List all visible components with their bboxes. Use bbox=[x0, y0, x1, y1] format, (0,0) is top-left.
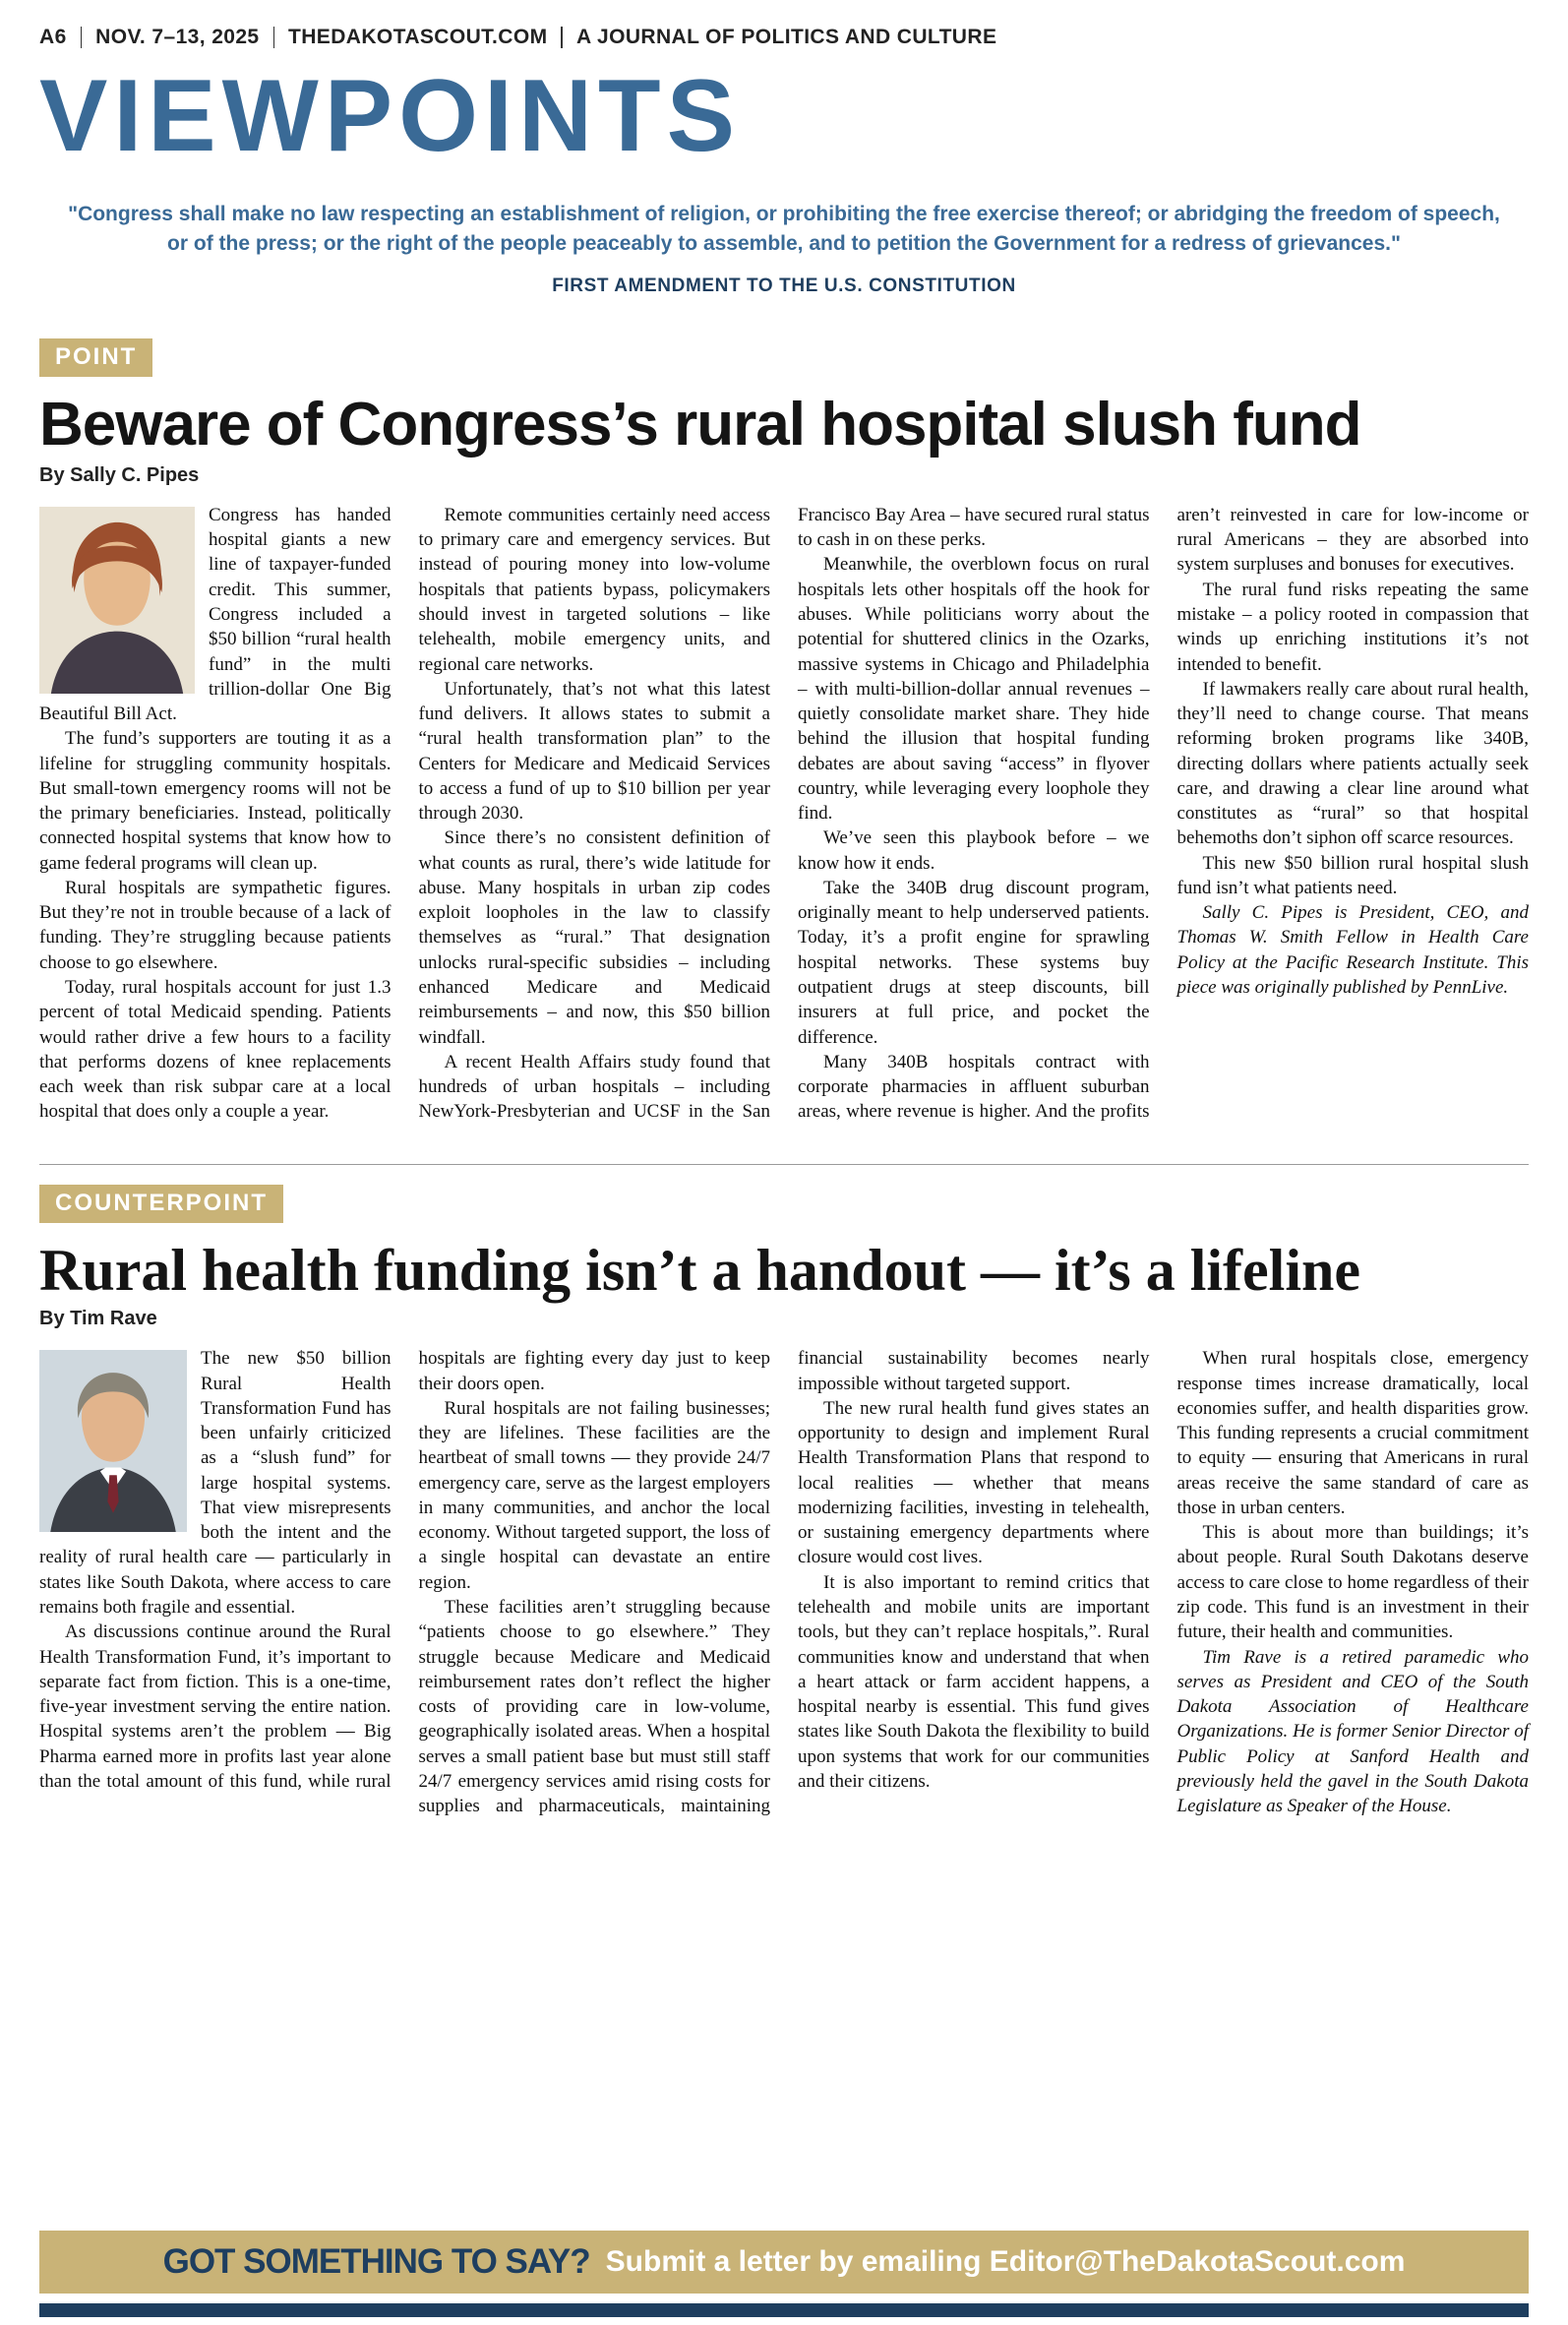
section-title: VIEWPOINTS bbox=[39, 59, 741, 173]
author-photo-tim-rave bbox=[39, 1350, 187, 1532]
divider bbox=[81, 27, 83, 48]
divider bbox=[561, 27, 563, 48]
issue-date: NOV. 7–13, 2025 bbox=[95, 26, 260, 48]
article-paragraph: Many 340B hospitals contract with corporate pharmacies in affluent suburban areas, where revenue is higher. And the profits aren’t reinvested in care for low-income or rural Americans – they are absorbed into system surpluses and bonuses for executives. bbox=[798, 504, 1529, 1123]
article-paragraph: We’ve seen this playbook before – we know how it ends. bbox=[798, 827, 1150, 874]
website-url: THEDAKOTASCOUT.COM bbox=[288, 26, 548, 48]
article-paragraph: If lawmakers really care about rural health, they’ll need to change course. That means reforming broken programs like 340B, directing dollars where patients actually seek care, and drawing a clear line around what constitutes as “rural” so that hospital behemoths don’t siphon off scarce resources. bbox=[1176, 678, 1529, 849]
article-paragraph: Since there’s no consistent definition of what counts as rural, there’s wide latitude for abuse. Many hospitals in urban zip codes exploit loopholes in the law to classify themselves as “rural.” That designation unlocks rural-specific subsidies – including enhanced Medicare and Medicaid reimbursements – and now, this $50 billion windfall. bbox=[418, 827, 770, 1048]
article-paragraph: The new rural health fund gives states an opportunity to design and implement Rural Health Transformation Plans that respond to local realities — whether that means modernizing facilities, investing in telehealth, or sustaining emergency departments where closure would cost lives. bbox=[798, 1397, 1150, 1568]
counterpoint-author-bio: Tim Rave is a retired paramedic who serves as President and CEO of the South Dakota Association of Healthcare Organizations. He is former Senior Director of Public Policy at Sanford Health and previously held the gavel in the South Dakota Legislature as Speaker of the House. bbox=[1176, 1646, 1529, 1817]
article-paragraph: Unfortunately, that’s not what this latest fund delivers. It allows states to submit a “rural health transformation plan” to the Centers for Medicare and Medicaid Services to access a fund of up to $10 billion per year through 2030. bbox=[418, 678, 770, 825]
point-kicker: POINT bbox=[39, 338, 152, 377]
person-portrait-icon bbox=[39, 1350, 187, 1532]
counterpoint-kicker: COUNTERPOINT bbox=[39, 1185, 283, 1223]
counterpoint-headline: Rural health funding isn’t a handout — it’s a lifeline bbox=[39, 1237, 1360, 1303]
point-headline: Beware of Congress’s rural hospital slush fund bbox=[39, 390, 1361, 459]
article-paragraph: Today, rural hospitals account for just 1.3 percent of total Medicaid spending. Patients would rather drive a few hours to a facility that performs dozens of knee replacements each week than risk subpar care at a local hospital that does only a couple a year. bbox=[39, 976, 392, 1123]
tagline: A JOURNAL OF POLITICS AND CULTURE bbox=[575, 26, 997, 48]
counterpoint-article-body bbox=[39, 1346, 1529, 1818]
author-photo-sally-pipes bbox=[39, 507, 195, 694]
point-byline: By Sally C. Pipes bbox=[39, 463, 200, 486]
cta-message: Submit a letter by emailing Editor@TheDakotaScout.com bbox=[605, 2245, 1406, 2278]
article-paragraph: The new $50 billion Rural Health Transformation Fund has been unfairly criticized as a “slush fund” for large hospital systems. That view misrepresents both the intent and the reality of rural health care — particularly in states like South Dakota, where access to care remains both fragile and essential. bbox=[39, 1348, 392, 1619]
divider bbox=[273, 27, 275, 48]
page-footer bbox=[39, 2187, 1529, 2325]
cta-heading: GOT SOMETHING TO SAY? bbox=[162, 2242, 590, 2281]
article-paragraph: Take the 340B drug discount program, originally meant to help underserved patients. Today, it’s a profit engine for sprawling hospital networks. These systems buy outpatient drugs at steep discounts, bill insurers at full price, and pocket the difference. bbox=[798, 877, 1150, 1048]
point-article-body bbox=[39, 503, 1529, 1125]
point-paragraphs bbox=[39, 503, 1529, 1125]
person-portrait-icon bbox=[39, 507, 195, 694]
section-divider bbox=[39, 1164, 1529, 1165]
page-number: A6 bbox=[39, 26, 67, 48]
article-paragraph: It is also important to remind critics that telehealth and mobile units are important tools, but they can’t replace hospitals,”. Rural communities know and understand that when a heart attack or farm accident happens, a hospital nearby is essential. This fund gives states like South Dakota the flexibility to build upon systems that work for our communities and their citizens. bbox=[798, 1571, 1150, 1792]
article-paragraph: Rural hospitals are sympathetic figures. But they’re not in trouble because of a lack of funding. They’re struggling because patients choose to go elsewhere. bbox=[39, 877, 392, 973]
article-paragraph: These facilities aren’t struggling because “patients choose to go elsewhere.” They struggle because Medicare and Medicaid reimbursement rates don’t reflect the higher costs of providing care in low-volume, geographically isolated areas. When a hospital serves a small patient base but must still staff 24/7 emergency services amid rising costs for supplies and pharmaceuticals, maintaining financial sustainability becomes nearly impossible without targeted support. bbox=[418, 1348, 1150, 1817]
article-paragraph: When rural hospitals close, emergency response times increase dramatically, local economies suffer, and health disparities grow. This funding represents a crucial commitment to equity — ensuring that Americans in rural areas receive the same standard of care as those in urban centers. bbox=[1176, 1348, 1529, 1518]
counterpoint-byline: By Tim Rave bbox=[39, 1308, 157, 1330]
article-paragraph: The rural fund risks repeating the same mistake – a policy rooted in compassion that winds up enriching institutions it’s not intended to benefit. bbox=[1176, 579, 1529, 675]
masthead bbox=[39, 26, 1529, 49]
article-paragraph: Congress has handed hospital giants a new line of taxpayer-funded credit. This summer, Congress included a $50 billion “rural health fund” in the multi trillion-dollar One Big Beautiful Bill Act. bbox=[39, 504, 392, 725]
article-paragraph: Remote communities certainly need access to primary care and emergency services. But instead of pouring money into low-volume hospitals that patients bypass, policymakers should invest in targeted solutions – like telehealth, mobile emergency units, and regional care networks. bbox=[418, 504, 770, 675]
point-author-bio: Sally C. Pipes is President, CEO, and Thomas W. Smith Fellow in Health Care Policy at the Pacific Research Institute. This piece was originally published by PennLive. bbox=[1176, 902, 1529, 998]
spacer bbox=[39, 1818, 1529, 2187]
article-paragraph: Meanwhile, the overblown focus on rural hospitals lets other hospitals off the hook for abuses. While politicians worry about the potential for shuttered clinics in the Ozarks, massive systems in Chicago and Philadelphia – with multi-billion-dollar annual revenues – quietly consolidate market share. They hide behind the illusion that hospital funding debates are about saving “access” in flyover country, while leveraging every loophole they find. bbox=[798, 554, 1150, 825]
quote-attribution: FIRST AMENDMENT TO THE U.S. CONSTITUTION bbox=[552, 275, 1016, 296]
article-paragraph: A recent Health Affairs study found that hundreds of urban hospitals – including NewYork-Presbyterian and UCSF in the San Francisco Bay Area – have secured rural status to cash in on these perks. bbox=[418, 504, 1150, 1123]
article-paragraph: This is about more than buildings; it’s about people. Rural South Dakotans deserve access to care close to home regardless of their zip code. This fund is an investment in their future, their health and communities. bbox=[1176, 1522, 1529, 1643]
article-paragraph: As discussions continue around the Rural Health Transformation Fund, it’s important to separate fact from fiction. This is a one-time, five-year investment serving the entire nation. Hospital systems aren’t the problem — Big Pharma earned more in profits last year alone than the total amount of this fund, while rural hospitals are fighting every day just to keep their doors open. bbox=[39, 1348, 770, 1792]
letters-cta-band bbox=[39, 2231, 1529, 2294]
first-amendment-quote: "Congress shall make no law respecting an establishment of religion, or prohibiting the free exercise thereof; or abridging the freedom of speech, or of the press; or the right of the people peaceably to assemble, and to petition the Government for a redress of grievances." bbox=[68, 203, 1500, 255]
counterpoint-article bbox=[39, 1185, 1529, 1819]
bottom-rule bbox=[39, 2303, 1529, 2317]
article-paragraph: The fund’s supporters are touting it as a lifeline for struggling community hospitals. But small-town emergency rooms will not be the primary beneficiaries. Instead, politically connected hospital systems that know how to game federal programs will clean up. bbox=[39, 728, 392, 874]
article-paragraph: This new $50 billion rural hospital slush fund isn’t what patients need. bbox=[1176, 852, 1529, 898]
point-article bbox=[39, 338, 1529, 1125]
article-paragraph: Rural hospitals are not failing businesses; they are lifelines. These facilities are the heartbeat of small towns — they provide 24/7 emergency care, serve as the largest employers in many communities, and anchor the local economy. Without targeted support, the loss of a single hospital can devastate an entire region. bbox=[418, 1397, 770, 1593]
